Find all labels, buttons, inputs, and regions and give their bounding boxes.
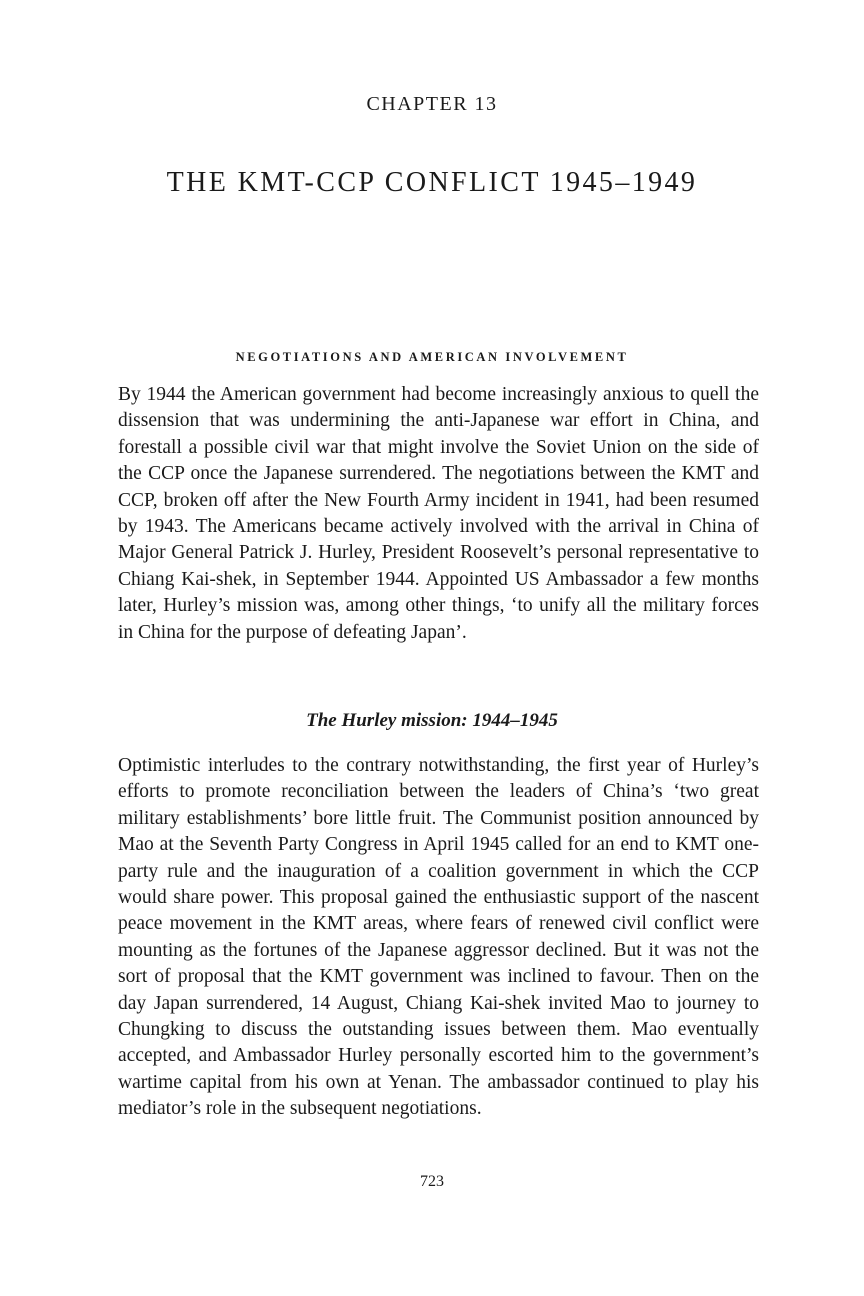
section-heading: NEGOTIATIONS AND AMERICAN INVOLVEMENT bbox=[235, 350, 629, 364]
body-paragraph: By 1944 the American government had become increasingly anxious to quell the dissension that was undermining the anti-Japanese war effort in China, and forestall a possible civil war that might involve the Soviet Union on the side of the CCP once the Japanese surrendered. The negotiations between the KMT and CCP, broken off after the New Fourth Army incident in 1941, had been resumed by 1943. The Americans became actively involved with the arrival in China of Major General Patrick J. Hurley, President Roosevelt’s personal representative to Chiang Kai-shek, in September 1944. Appointed US Ambassador a few months later, Hurley’s mission was, among other things, ‘to unify all the military forces in China for the purpose of defeating Japan’. bbox=[118, 384, 759, 643]
chapter-title: THE KMT-CCP CONFLICT 1945–1949 bbox=[166, 167, 698, 198]
body-paragraph: Optimistic interludes to the contrary notwithstanding, the first year of Hurley’s efforts to promote reconciliation between the leaders of China’s ‘two great military establishments’ bore little fruit. The Communist position announced by Mao at the Seventh Party Congress in April 1945 called for an end to KMT one-party rule and the inauguration of a coalition government in which the CCP would share power. This proposal gained the enthusiastic support of the nascent peace movement in the KMT areas, where fears of renewed civil conflict were mounting as the fortunes of the Japanese aggressor declined. But it was not the sort of proposal that the KMT government was inclined to favour. Then on the day Japan surrendered, 14 August, Chiang Kai-shek invited Mao to journey to Chungking to discuss the outstanding issues between them. Mao eventually accepted, and Ambassador Hurley personally escorted him to the government’s wartime capital from his own at Yenan. The ambassador continued to play his mediator’s role in the subsequent negotiations. bbox=[118, 755, 759, 1120]
page-number: 723 bbox=[420, 1173, 444, 1190]
chapter-label: CHAPTER 13 bbox=[366, 93, 498, 115]
subsection-heading: The Hurley mission: 1944–1945 bbox=[306, 710, 558, 731]
